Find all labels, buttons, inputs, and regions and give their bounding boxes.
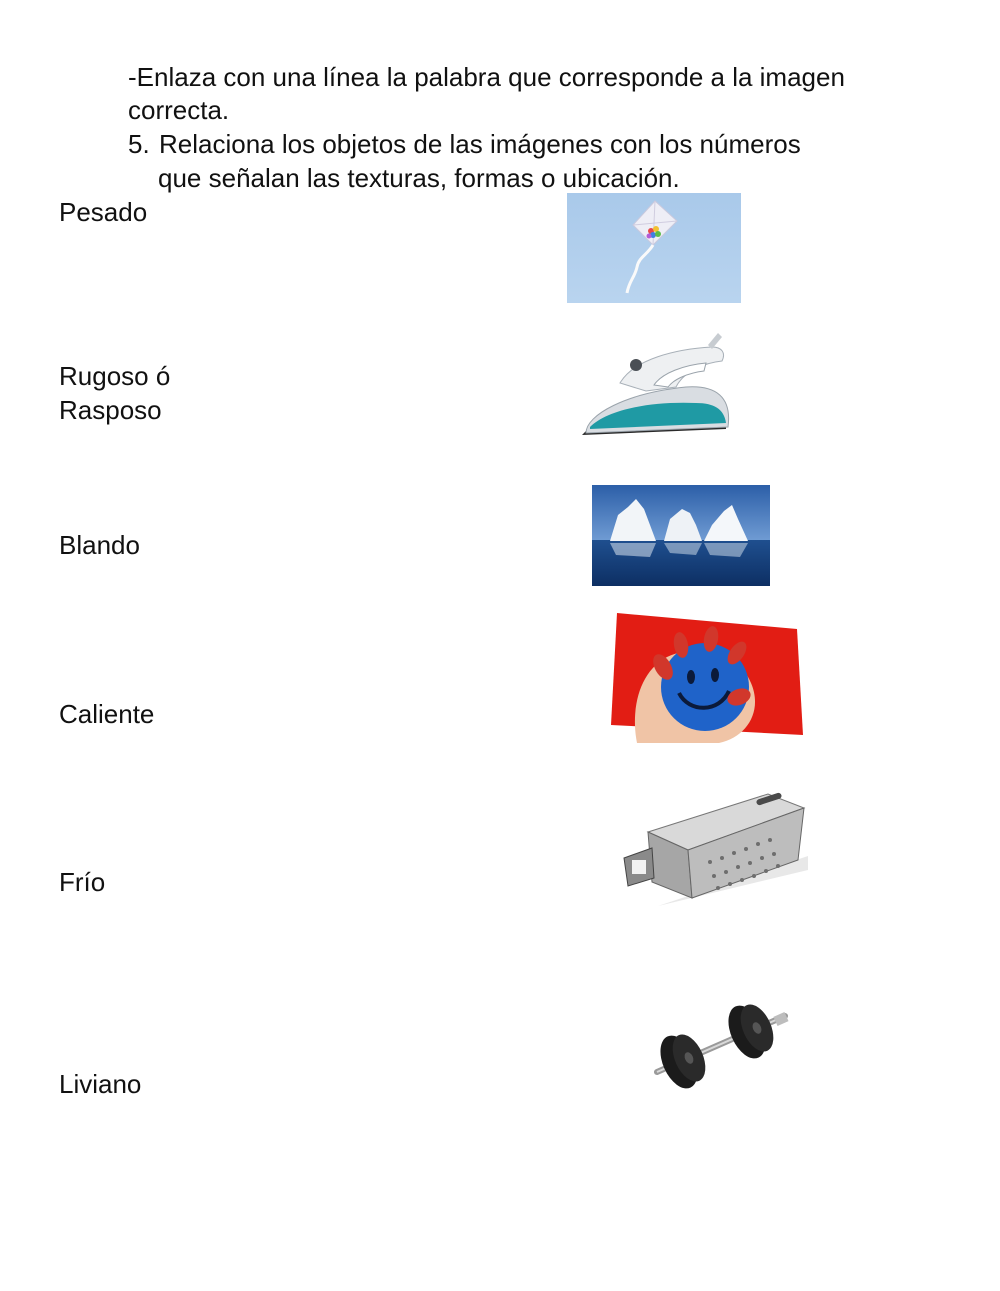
item-number: 5.	[128, 129, 150, 159]
word-liviano[interactable]: Liviano	[59, 1069, 142, 1099]
stress-ball-image[interactable]	[607, 613, 803, 748]
word-caliente[interactable]: Caliente	[59, 699, 155, 729]
word-blando[interactable]: Blando	[59, 530, 140, 560]
word-frio[interactable]: Frío	[59, 867, 106, 897]
word-pesado[interactable]: Pesado	[59, 197, 148, 227]
iceberg-image[interactable]	[592, 485, 770, 586]
word-rasposo[interactable]: Rasposo	[59, 395, 162, 425]
dumbbell-image[interactable]	[649, 994, 791, 1094]
kite-image[interactable]	[567, 193, 741, 303]
instruction-line-4: que señalan las texturas, formas o ubicación.	[158, 163, 680, 193]
grater-image[interactable]	[618, 786, 810, 916]
instruction-line-1: -Enlaza con una línea la palabra que corresponde a la imagen	[128, 62, 845, 92]
iron-image[interactable]	[576, 323, 736, 445]
instruction-line-2: correcta.	[128, 95, 230, 125]
word-rugoso[interactable]: Rugoso ó	[59, 361, 171, 391]
instruction-line-3: Relaciona los objetos de las imágenes con los números	[159, 129, 801, 159]
